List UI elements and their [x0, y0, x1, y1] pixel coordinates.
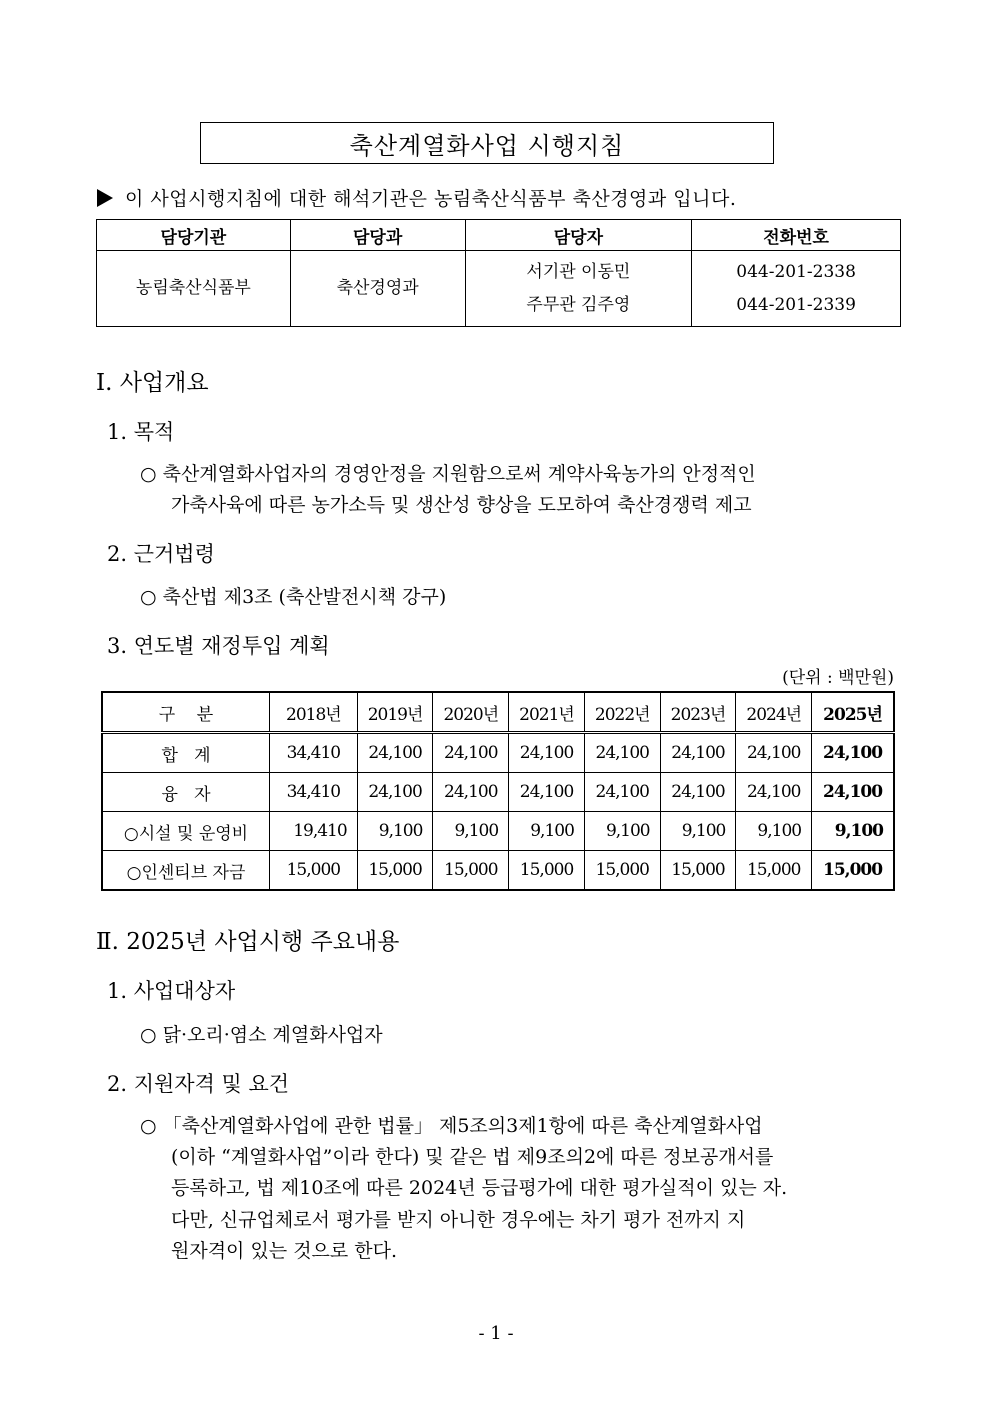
eligibility-line-4: 다만, 신규업체로서 평가를 받지 아니한 경우에는 차기 평가 전까지 지 — [171, 1209, 746, 1231]
budget-cell: 15,000 — [736, 851, 812, 891]
budget-cell: 24,100 — [509, 773, 585, 812]
budget-year: 2019년 — [357, 692, 433, 733]
budget-header-label: 구 분 — [102, 692, 270, 733]
budget-cell: 15,000 — [584, 851, 660, 891]
section-1-2-title: 2. 근거법령 — [107, 542, 215, 566]
notice-line — [97, 184, 736, 211]
budget-cell: 24,100 — [584, 773, 660, 812]
budget-year: 2021년 — [509, 692, 585, 733]
legal-basis-line: ○ 축산법 제3조 (축산발전시책 강구) — [140, 586, 447, 608]
contact-phone: 044-201-2338 — [736, 261, 856, 282]
page-number: - 1 - — [478, 1323, 514, 1344]
budget-row-facility — [102, 812, 894, 851]
contact-person: 서기관 이동민 — [526, 261, 631, 282]
budget-cell: 34,410 — [270, 773, 358, 812]
budget-table — [101, 691, 895, 891]
contact-header-cell: 담당기관 — [97, 220, 291, 251]
contact-agency: 농림축산식품부 — [97, 251, 291, 327]
contact-persons — [465, 251, 692, 327]
contact-phone: 044-201-2339 — [736, 294, 856, 315]
budget-cell: 24,100 — [812, 733, 894, 773]
budget-cell: 15,000 — [270, 851, 358, 891]
contact-header-row — [97, 220, 901, 251]
budget-year: 2024년 — [736, 692, 812, 733]
budget-cell: 24,100 — [357, 733, 433, 773]
budget-year: 2018년 — [270, 692, 358, 733]
budget-row-label: ○인센티브 자금 — [102, 851, 270, 891]
budget-header-row — [102, 692, 894, 733]
budget-row-label: ○시설 및 운영비 — [102, 812, 270, 851]
eligibility-line-2: (이하 “계열화사업”이라 한다) 및 같은 법 제9조의2에 따른 정보공개서를 — [171, 1146, 774, 1168]
budget-cell: 24,100 — [509, 733, 585, 773]
budget-cell: 24,100 — [433, 733, 509, 773]
budget-cell: 15,000 — [660, 851, 736, 891]
purpose-line-2: 가축사육에 따른 농가소득 및 생산성 향상을 도모하여 축산경쟁력 제고 — [171, 494, 752, 516]
budget-cell: 15,000 — [433, 851, 509, 891]
section-2-2-title: 2. 지원자격 및 요건 — [107, 1072, 290, 1096]
budget-cell: 9,100 — [736, 812, 812, 851]
budget-cell: 24,100 — [660, 773, 736, 812]
eligibility-line-5: 원자격이 있는 것으로 한다. — [171, 1240, 398, 1262]
budget-cell: 34,410 — [270, 733, 358, 773]
budget-cell: 24,100 — [736, 773, 812, 812]
contact-row — [97, 251, 901, 327]
contact-table — [96, 219, 901, 327]
target-line: ○ 닭·오리·염소 계열화사업자 — [140, 1024, 383, 1046]
budget-row-incentive — [102, 851, 894, 891]
budget-cell: 15,000 — [509, 851, 585, 891]
section-1-1-title: 1. 목적 — [107, 420, 175, 444]
budget-year: 2022년 — [584, 692, 660, 733]
budget-row-loan — [102, 773, 894, 812]
budget-cell: 15,000 — [357, 851, 433, 891]
contact-division: 축산경영과 — [290, 251, 465, 327]
budget-cell: 24,100 — [660, 733, 736, 773]
section-2-1-title: 1. 사업대상자 — [107, 979, 236, 1003]
section-1-title: Ⅰ. 사업개요 — [96, 370, 209, 396]
budget-cell: 24,100 — [736, 733, 812, 773]
budget-year: 2020년 — [433, 692, 509, 733]
contact-header-cell: 전화번호 — [692, 220, 901, 251]
budget-cell: 24,100 — [433, 773, 509, 812]
unit-label: (단위 : 백만원) — [782, 668, 894, 688]
budget-row-label: 합 계 — [102, 733, 270, 773]
eligibility-line-3: 등록하고, 법 제10조에 따른 2024년 등급평가에 대한 평가실적이 있는 자. — [171, 1177, 788, 1199]
budget-cell: 9,100 — [357, 812, 433, 851]
contact-header-cell: 담당자 — [465, 220, 692, 251]
budget-cell: 15,000 — [812, 851, 894, 891]
budget-cell: 19,410 — [270, 812, 358, 851]
budget-cell: 9,100 — [433, 812, 509, 851]
budget-cell: 9,100 — [812, 812, 894, 851]
budget-year: 2025년 — [812, 692, 894, 733]
budget-cell: 9,100 — [584, 812, 660, 851]
notice-text: 이 사업시행지침에 대한 해석기관은 농림축산식품부 축산경영과 입니다. — [125, 188, 737, 210]
contact-phones — [692, 251, 901, 327]
triangle-bullet-icon — [97, 189, 113, 207]
budget-row-total — [102, 733, 894, 773]
document-title: 축산계열화사업 시행지침 — [200, 122, 774, 164]
budget-cell: 24,100 — [812, 773, 894, 812]
section-1-3-title: 3. 연도별 재정투입 계획 — [107, 634, 330, 658]
budget-row-label: 융 자 — [102, 773, 270, 812]
contact-person: 주무관 김주영 — [526, 294, 631, 315]
purpose-line-1: ○ 축산계열화사업자의 경영안정을 지원함으로써 계약사육농가의 안정적인 — [140, 463, 756, 485]
budget-cell: 24,100 — [584, 733, 660, 773]
budget-year: 2023년 — [660, 692, 736, 733]
eligibility-line-1: ○ 「축산계열화사업에 관한 법률」 제5조의3제1항에 따른 축산계열화사업 — [140, 1115, 763, 1137]
budget-cell: 9,100 — [660, 812, 736, 851]
section-2-title: Ⅱ. 2025년 사업시행 주요내용 — [96, 929, 400, 955]
budget-cell: 24,100 — [357, 773, 433, 812]
contact-header-cell: 담당과 — [290, 220, 465, 251]
budget-cell: 9,100 — [509, 812, 585, 851]
